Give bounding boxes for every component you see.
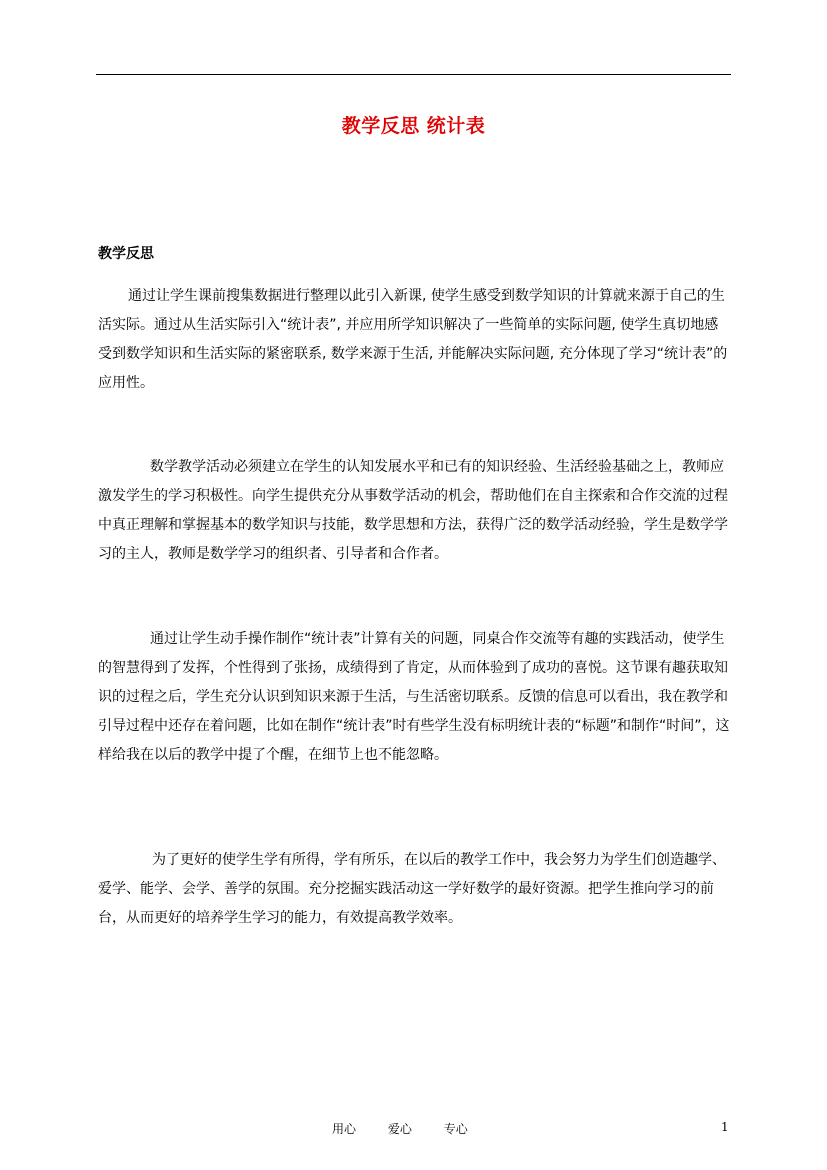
paragraph-1 <box>98 282 732 398</box>
footer-slogan-word: 专心 <box>443 1122 468 1136</box>
footer-slogan <box>332 1120 496 1137</box>
header-rule <box>96 74 731 75</box>
paragraph-4-text: 为了更好的使学生学有所得，学有所乐，在以后的教学工作中，我会努力为学生们创造趣学、爱学、能学、会学、善学的氛围。充分挖掘实践活动这一学好数学的最好资源。把学生推向学习的前台，从而更好的培养学生学习的能力，有效提高教学效率。 <box>98 852 726 926</box>
paragraph-2-text: 数学教学活动必须建立在学生的认知发展水平和已有的知识经验、生活经验基础之上，教师应激发学生的学习积极性。向学生提供充分从事数学活动的机会，帮助他们在自主探索和合作交流的过程中真正理解和掌握基本的数学知识与技能，数学思想和方法，获得广泛的数学活动经验，学生是数学学习的主人，教师是数学学习的组织者、引导者和合作者。 <box>98 459 728 562</box>
paragraph-3-text: 通过让学生动手操作制作“统计表”计算有关的问题，同桌合作交流等有趣的实践活动，使学生的智慧得到了发挥，个性得到了张扬，成绩得到了肯定，从而体验到了成功的喜悦。这节课有趣获取知识的过程之后，学生充分认识到知识来源于生活，与生活密切联系。反馈的信息可以看出，我在教学和引导过程中还存在着问题，比如在制作“统计表”时有些学生没有标明统计表的“标题”和制作“时间”，这样给我在以后的教学中提了个醒，在细节上也不能忽略。 <box>98 631 730 763</box>
paragraph-3 <box>98 625 732 770</box>
document-title: 教学反思 统计表 <box>341 115 486 137</box>
section-heading: 教学反思 <box>98 246 154 262</box>
paragraph-2 <box>98 453 732 569</box>
paragraph-4 <box>98 846 732 933</box>
page-number: 1 <box>721 1120 729 1134</box>
footer-slogan-word: 爱心 <box>387 1122 412 1136</box>
footer-slogan-word: 用心 <box>332 1122 357 1136</box>
paragraph-1-text: 通过让学生课前搜集数据进行整理以此引入新课, 使学生感受到数学知识的计算就来源于自己的生活实际。通过从生活实际引入“统计表”, 并应用所学知识解决了一些简单的实际问题, 使学生真切地感受到数学知识和生活实际的紧密联系, 数学来源于生活, 并能解决实际问题, 充分体现了学习“统计表”的应用性。 <box>98 288 728 391</box>
